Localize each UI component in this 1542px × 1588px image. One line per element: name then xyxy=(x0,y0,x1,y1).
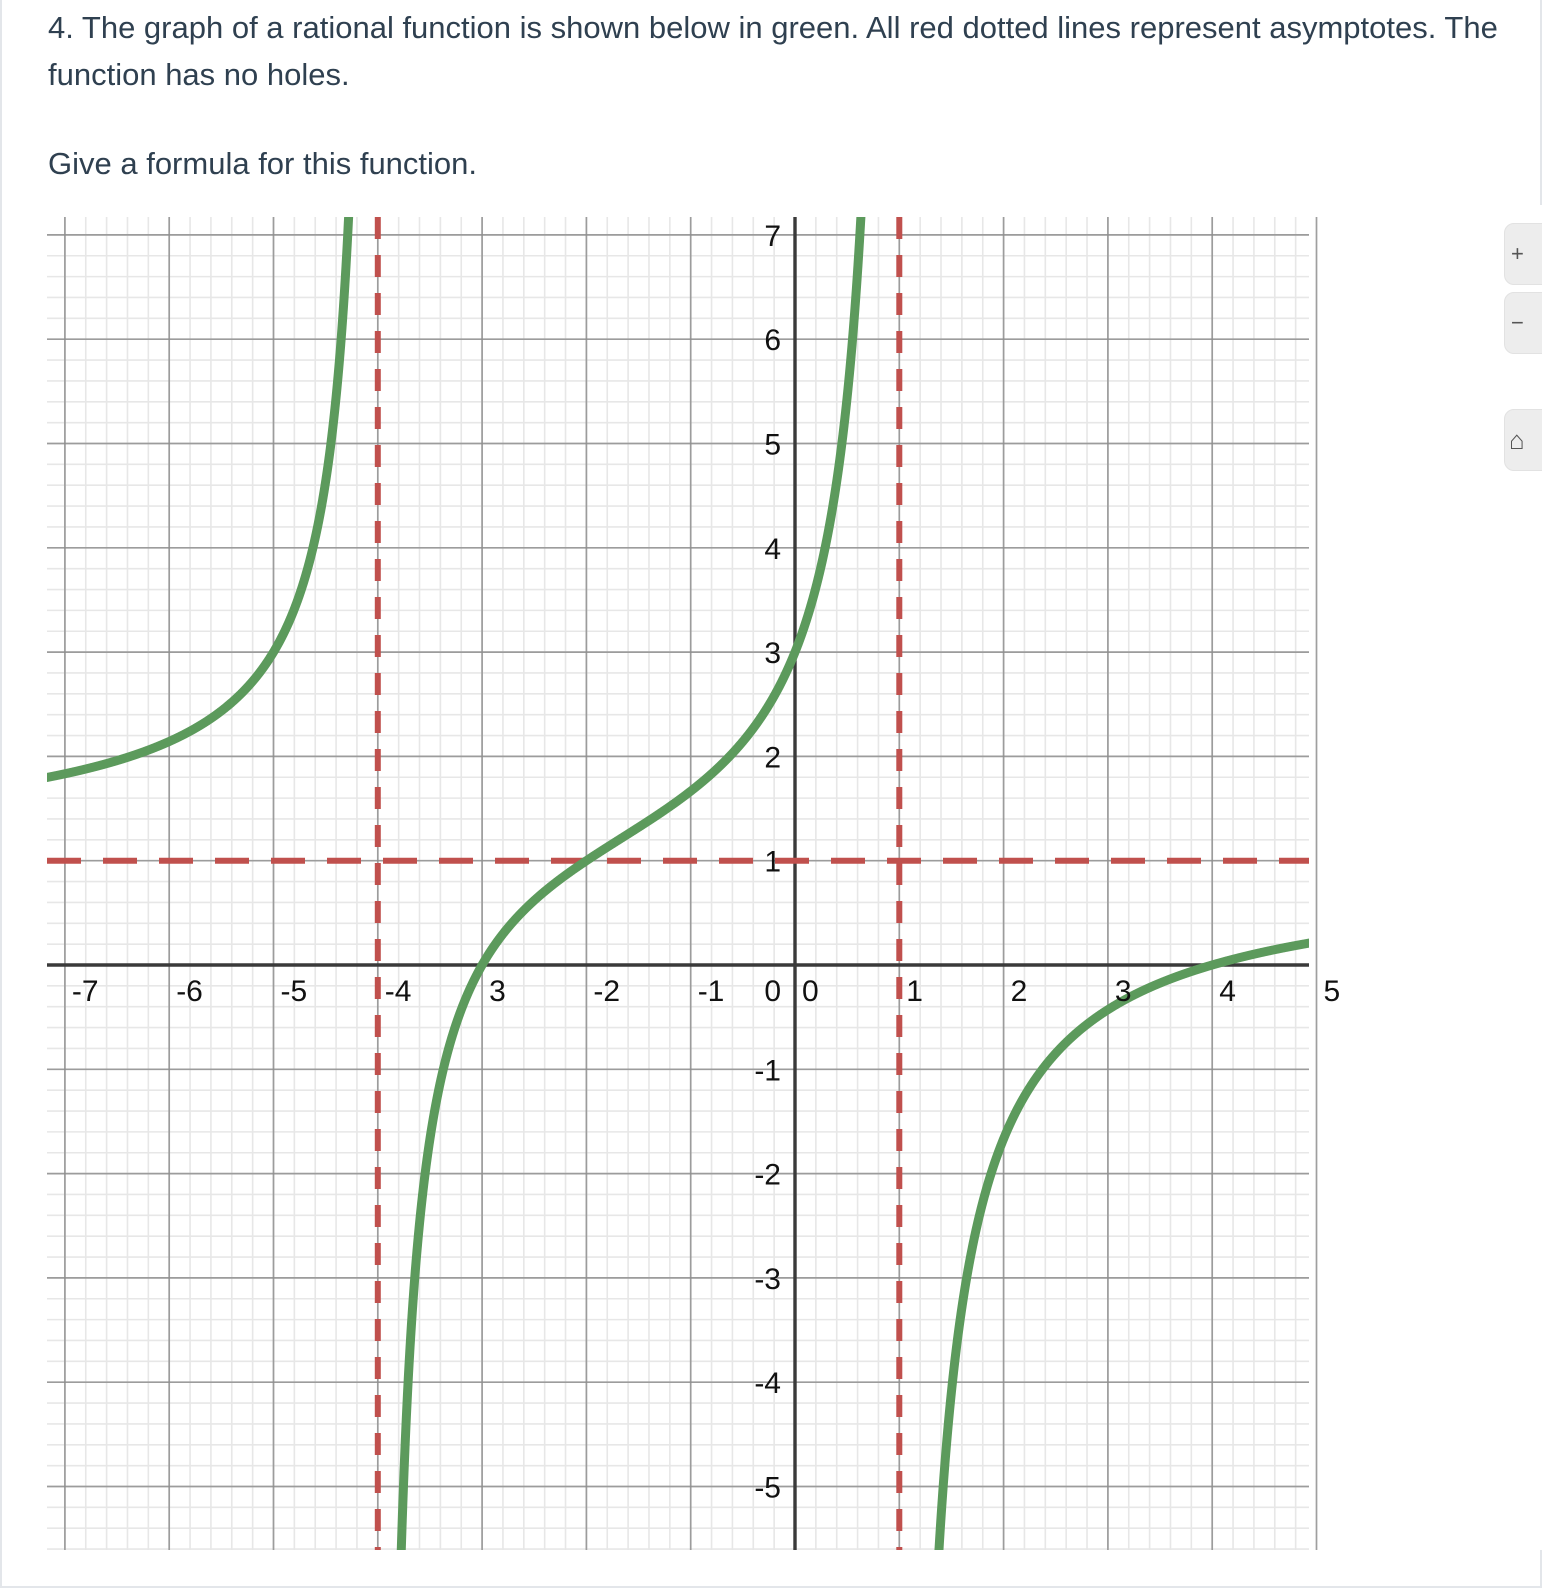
x-tick-label: -1 xyxy=(697,975,725,1008)
x-tick-label: 3 xyxy=(1114,975,1132,1008)
rational-function-graph[interactable] xyxy=(2,205,1542,1550)
y-tick-label: 4 xyxy=(764,532,781,566)
x-tick-label: -4 xyxy=(384,975,412,1008)
x-tick-label: 4 xyxy=(1219,975,1236,1008)
zoom-in-button[interactable] xyxy=(1504,223,1542,285)
x-tick-label: -5 xyxy=(280,975,308,1008)
y-tick-label: -3 xyxy=(754,1262,781,1296)
y-tick-label: -2 xyxy=(754,1158,781,1192)
y-tick-label: -1 xyxy=(754,1054,781,1088)
x-tick-label: 1 xyxy=(906,975,923,1008)
x-tick-label: 3 xyxy=(489,975,506,1008)
x-tick-label: 0 xyxy=(802,975,819,1008)
prompt-line-1: 4. The graph of a rational function is shown below in green. All red dotted lines represent asymptotes. The function has no holes. xyxy=(48,10,1498,92)
graph-zoom-toolbar[interactable] xyxy=(1504,223,1542,471)
prompt-line-2: Give a formula for this function. xyxy=(48,146,478,181)
graph-container[interactable] xyxy=(2,205,1542,1550)
y-tick-label: -4 xyxy=(754,1367,781,1401)
y-tick-label: 7 xyxy=(764,219,781,253)
y-tick-label: 0 xyxy=(764,975,781,1008)
y-tick-label: 3 xyxy=(764,637,781,671)
y-tick-label: 6 xyxy=(764,324,781,358)
y-tick-label: 1 xyxy=(764,845,781,879)
zoom-out-button[interactable] xyxy=(1504,292,1542,354)
home-icon: ⌂ xyxy=(1509,425,1525,455)
y-tick-label: 5 xyxy=(764,428,781,462)
y-tick-label: -5 xyxy=(754,1471,781,1505)
x-tick-label: 5 xyxy=(1323,975,1341,1008)
question-prompt xyxy=(48,4,1498,187)
x-tick-label: -6 xyxy=(176,975,203,1008)
y-tick-label: 2 xyxy=(764,741,781,775)
home-button[interactable] xyxy=(1504,409,1542,471)
x-tick-label: -7 xyxy=(71,975,99,1008)
minus-icon: − xyxy=(1511,310,1524,335)
plus-icon: + xyxy=(1511,241,1524,266)
x-tick-label: 2 xyxy=(1010,975,1028,1008)
x-tick-label: -2 xyxy=(593,975,621,1008)
